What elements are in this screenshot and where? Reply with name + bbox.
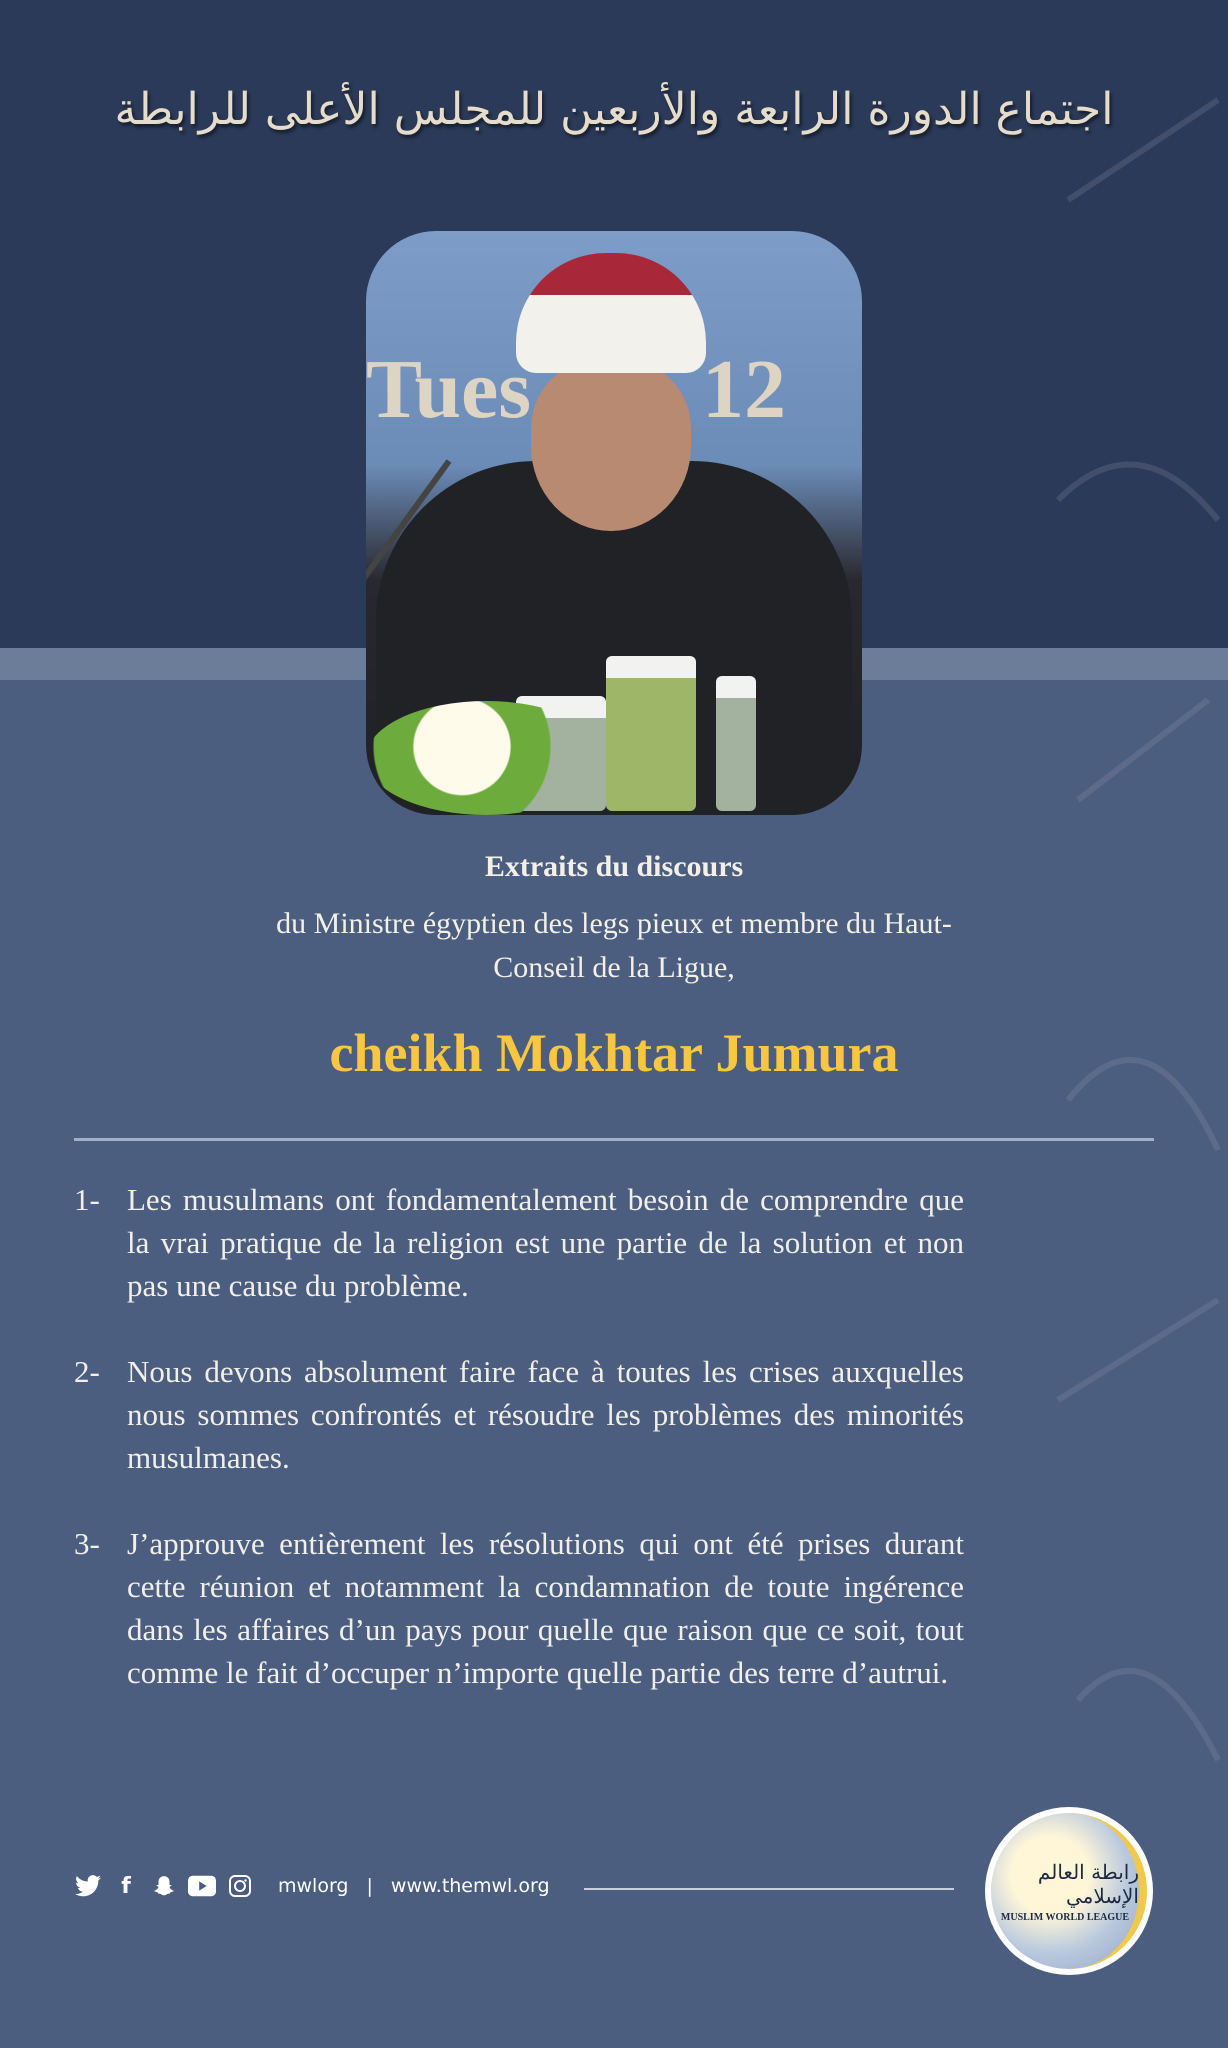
footer-separator: | bbox=[366, 1875, 373, 1897]
social-handle[interactable]: mwlorg bbox=[278, 1875, 349, 1897]
arabic-title-calligraphy: اجتماع الدورة الرابعة والأربعين للمجلس الأعلى للرابطة bbox=[114, 84, 1114, 135]
instagram-icon[interactable] bbox=[226, 1872, 254, 1900]
speaker-name: cheikh Mokhtar Jumura bbox=[329, 1023, 899, 1083]
twitter-icon[interactable] bbox=[74, 1872, 102, 1900]
list-item: 3- J’approuve entièrement les résolutions qui ont été prises durant cette réunion et notamment la condamnation de toute ingérence dans les affaires d’un pays pour quelle que raison que ce soit, tout comme le fait d’occuper n’importe quelle partie des terre d’autrui. bbox=[74, 1526, 964, 1690]
speaker-description: du Ministre égyptien des legs pieux et membre du Haut- Conseil de la Ligue, bbox=[276, 907, 952, 984]
footer-line bbox=[584, 1888, 954, 1890]
facebook-icon[interactable]: f bbox=[121, 1873, 131, 1899]
snapchat-icon[interactable] bbox=[150, 1872, 178, 1900]
list-item: 2- Nous devons absolument faire face à toutes les crises auxquelles nous sommes confrontés et résoudre les problèmes des minorités musulmanes. bbox=[74, 1354, 964, 1475]
quote-list bbox=[74, 1178, 964, 1737]
speaker-photo bbox=[366, 231, 862, 815]
website-link[interactable]: www.themwl.org bbox=[390, 1875, 550, 1897]
photo-background-text: Tues 12 bbox=[366, 343, 787, 436]
excerpt-heading: Extraits du discours bbox=[484, 850, 744, 883]
globe-icon: رابطة العالم الإسلامي MUSLIM WORLD LEAGUE bbox=[991, 1813, 1147, 1969]
youtube-icon[interactable] bbox=[188, 1872, 216, 1900]
divider bbox=[74, 1138, 1154, 1141]
footer-social bbox=[74, 1872, 550, 1900]
list-item: 1- Les musulmans ont fondamentalement besoin de comprendre que la vrai pratique de la religion est une partie de la solution et non pas une cause du problème. bbox=[74, 1182, 964, 1303]
muslim-world-league-logo bbox=[985, 1807, 1153, 1975]
